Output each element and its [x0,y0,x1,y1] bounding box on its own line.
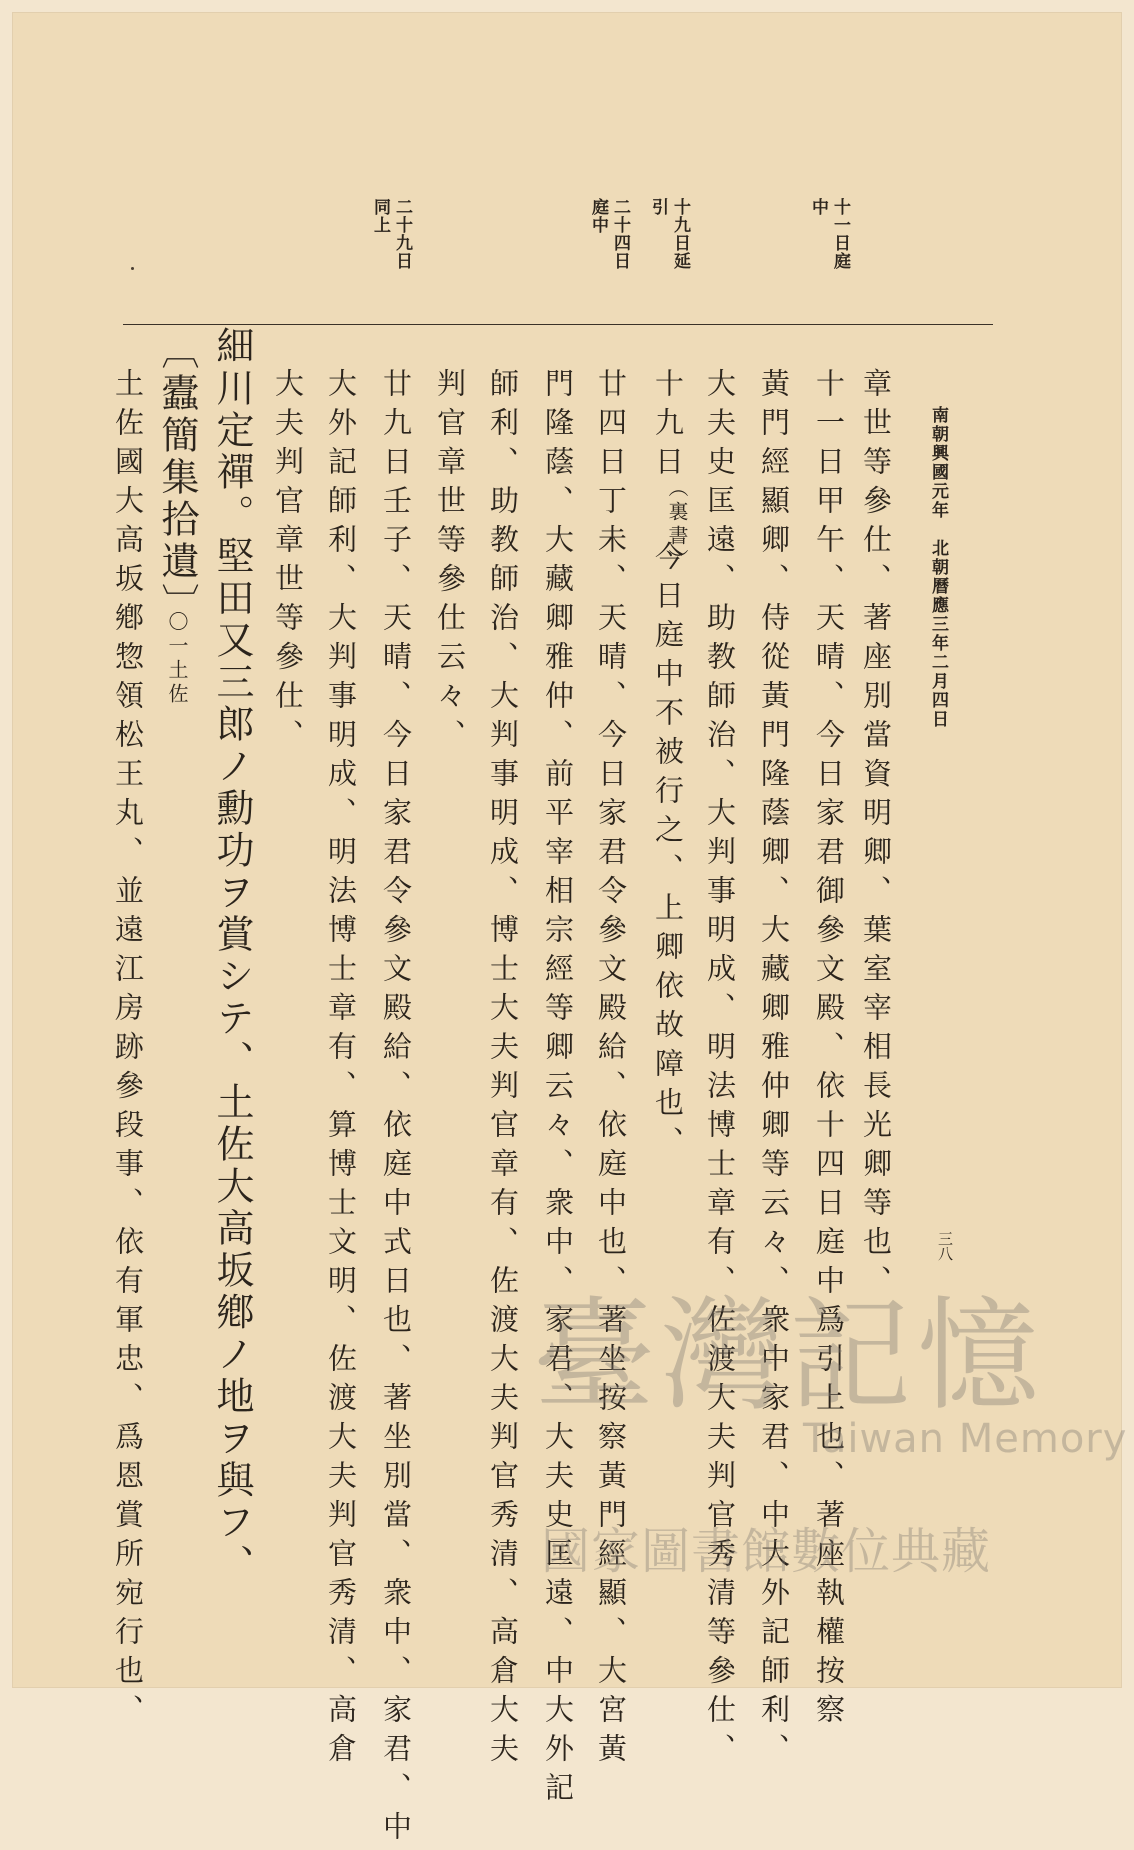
body-line-3: 黃門經顯卿、侍從黃門隆蔭卿、大藏卿雅仲卿等云々、衆中家君、中大外記師利、 [757,368,791,1772]
body-line-6: 廿四日丁未、天晴、今日家君令參文殿給、依庭中也、著坐按察黃門經顯、大宮黃 [594,368,628,1772]
body-line-2: 十一日甲午、天晴、今日家君御參文殿、依十四日庭中爲引上也、著座執權按察 [812,368,846,1733]
page-number: 三八 [936,1231,954,1261]
margin-note-1-line1: 十一日庭 [830,198,850,270]
body-line-7: 門隆蔭、大藏卿雅仲、前平宰相宗經等卿云々、衆中、家君、大夫史匡遠、中大外記 [541,368,575,1811]
body-line-9: 判官章世等參仕云々、 [433,368,467,758]
watermark-taiwan-memory-chinese: 臺灣記憶 [533,1285,1045,1427]
watermark-taiwan-memory-english: Taiwan Memory [803,1416,1128,1462]
body-line-1: 章世等參仕、著座別當資明卿、葉室宰相長光卿等也、 [859,368,893,1304]
margin-note-4-line1: 二十九日 [392,198,412,270]
body-line-12: 大夫判官章世等參仕、 [271,368,305,758]
watermark-institution: 國家圖書館數位典藏 [541,1523,992,1580]
body-line-10: 廿九日壬子、天晴、今日家君令參文殿給、依庭中式日也、著坐別當、衆中、家君、中 [379,368,413,1850]
page [12,12,1128,1850]
body-line-5-text: 今日庭中不被行之、上卿依故障也、 [651,541,685,1165]
margin-note-4-line2: 同上 [370,198,390,234]
running-title: 南朝興國元年 北朝曆應三年二月四日 [928,406,948,729]
source-title: 〔蠹簡集拾遺〕 [155,331,199,625]
margin-note-3-line2: 庭中 [588,198,608,234]
margin-note-3-line1: 二十四日 [610,198,630,270]
body-line-4: 大夫史匡遠、助教師治、大判事明成、明法博士章有、佐渡大夫判官秀清等參仕、 [703,368,737,1772]
source-note: 〇一土佐 [165,611,189,707]
margin-note-2-line2: 引 [648,198,668,216]
ura-gaki-note: （裏書） [665,477,689,573]
margin-note-2-line1: 十九日延 [670,198,690,270]
header-rule [123,324,993,325]
body-line-8: 師利、助教師治、大判事明成、博士大夫判官章有、佐渡大夫判官秀清、高倉大夫 [486,368,520,1772]
body-line-11: 大外記師利、大判事明成、明法博士章有、算博士文明、佐渡大夫判官秀清、高倉 [324,368,358,1772]
body-line-15: 土佐國大高坂鄕惣領松王丸、並遠江房跡參段事、依有軍忠、爲恩賞所宛行也、 [111,368,145,1733]
margin-note-1-line2: 中 [808,198,828,216]
section-heading: 細川定禪。堅田又三郎ノ勳功ヲ賞シテ、土佐大高坂鄕ノ地ヲ與フ、 [210,326,254,1586]
body-line-5-date: 十九日 [651,368,685,485]
ink-dot [131,267,134,270]
